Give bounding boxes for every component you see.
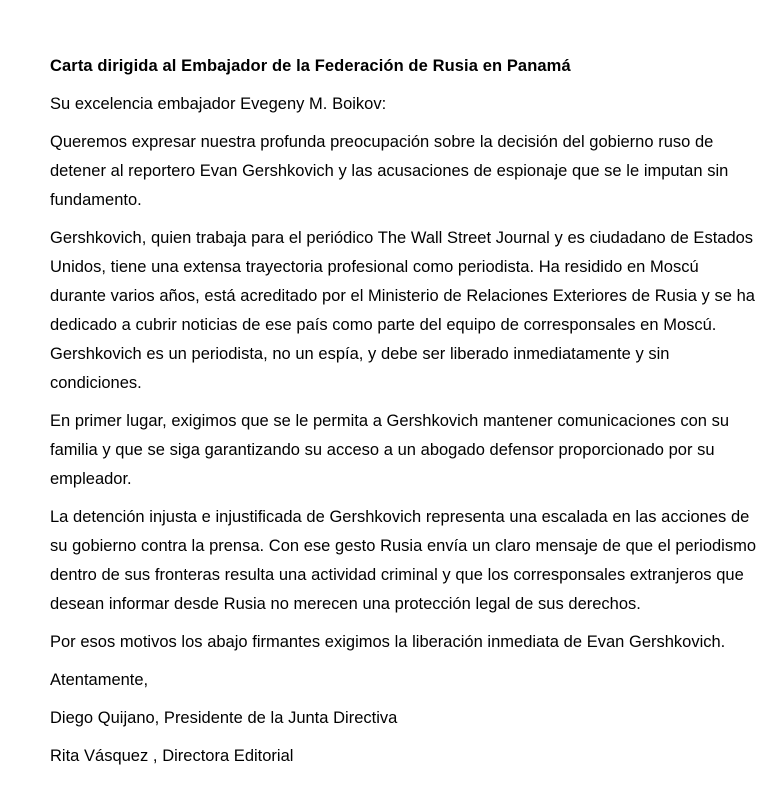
- body-paragraph-3: En primer lugar, exigimos que se le permita a Gershkovich mantener comunicaciones con su familia y que se siga garantizando su acceso a un abogado defensor proporcionado por su empleador.: [50, 412, 730, 488]
- salutation-line: Su excelencia embajador Evegeny M. Boikov:: [50, 95, 387, 113]
- body-paragraph-1: Queremos expresar nuestra profunda preocupación sobre la decisión del gobierno ruso de detener al reportero Evan Gershkovich y las acusaciones de espionaje que se le imputan sin fundamento.: [50, 133, 729, 209]
- signature-line-1: Diego Quijano, Presidente de la Junta Directiva: [50, 709, 398, 727]
- body-paragraph-4: La detención injusta e injustificada de Gershkovich representa una escalada en las acciones de su gobierno contra la prensa. Con ese gesto Rusia envía un claro mensaje de que el periodismo dentro de sus fronteras resulta una actividad criminal y que los corresponsales extranjeros que desean informar desde Rusia no merecen una protección legal de sus derechos.: [50, 508, 757, 613]
- page-title: Carta dirigida al Embajador de la Federación de Rusia en Panamá: [50, 57, 571, 75]
- signature-line-2: Rita Vásquez , Directora Editorial: [50, 747, 294, 765]
- closing-line: Atentamente,: [50, 671, 149, 689]
- body-paragraph-5: Por esos motivos los abajo firmantes exigimos la liberación inmediata de Evan Gershkovich.: [50, 633, 726, 651]
- body-paragraph-2: Gershkovich, quien trabaja para el periódico The Wall Street Journal y es ciudadano de Estados Unidos, tiene una extensa trayectoria profesional como periodista. Ha residido en Moscú durante varios años, está acreditado por el Ministerio de Relaciones Exteriores de Rusia y se ha dedicado a cubrir noticias de ese país como parte del equipo de corresponsales en Moscú. Gershkovich es un periodista, no un espía, y debe ser liberado inmediatamente y sin condiciones.: [50, 229, 755, 392]
